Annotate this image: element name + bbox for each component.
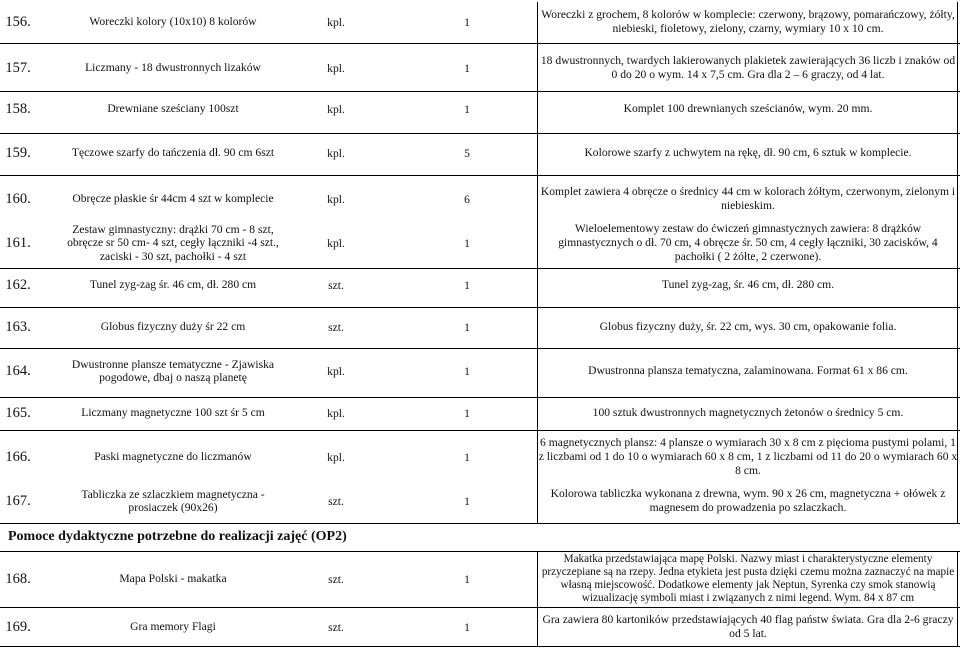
item-number: 164. bbox=[5, 362, 31, 379]
item-quantity: 1 bbox=[464, 278, 470, 292]
item-name: Globus fizyczny duży śr 22 cm bbox=[100, 320, 246, 334]
item-description: 100 sztuk dwustronnych magnetycznych żetonów o średnicy 5 cm. bbox=[592, 406, 904, 419]
row-divider bbox=[0, 607, 960, 608]
item-description: Komplet zawiera 4 obręcze o średnicy 44 cm w kolorach żółtym, czerwonym, zielonym i niebieskim. bbox=[540, 185, 956, 212]
table-row bbox=[0, 552, 960, 606]
table-row bbox=[0, 352, 960, 390]
item-number: 157. bbox=[5, 59, 31, 76]
column-divider bbox=[957, 551, 958, 646]
item-number: 162. bbox=[5, 276, 31, 293]
table-row bbox=[0, 434, 960, 480]
row-divider bbox=[0, 43, 960, 44]
item-description: Tunel zyg-zag, śr. 46 cm, dł. 280 cm. bbox=[661, 278, 835, 291]
item-unit: szt. bbox=[328, 320, 344, 334]
table-row bbox=[0, 609, 960, 645]
item-name: Tunel zyg-zag śr. 46 cm, dł. 280 cm bbox=[89, 278, 257, 292]
item-description: 18 dwustronnych, twardych lakierowanych plakietek zawierających 36 liczb i znaków od 0 do 20 o wym. 14 x 7,5 cm. Gra dla 2 – 6 graczy, od 4 lat. bbox=[540, 54, 956, 81]
item-description: Kolorowe szarfy z uchwytem na rękę, dł. 90 cm, 6 sztuk w komplecie. bbox=[584, 146, 912, 159]
item-description: Komplet 100 drewnianych sześcianów, wym. 20 mm. bbox=[623, 102, 873, 115]
item-number: 158. bbox=[5, 100, 31, 117]
item-name: Obręcze płaskie śr 44cm 4 szt w komplecie bbox=[72, 192, 274, 206]
row-divider bbox=[0, 348, 960, 349]
item-quantity: 1 bbox=[464, 15, 470, 29]
item-quantity: 1 bbox=[464, 572, 470, 586]
item-description: Dwustronna plansza tematyczna, zalaminowana. Format 61 x 86 cm. bbox=[588, 364, 908, 377]
item-unit: szt. bbox=[328, 620, 344, 634]
item-quantity: 1 bbox=[464, 406, 470, 420]
item-quantity: 1 bbox=[464, 102, 470, 116]
table-row bbox=[0, 180, 960, 218]
item-unit: kpl. bbox=[327, 450, 345, 464]
row-divider bbox=[0, 268, 960, 269]
table-row bbox=[0, 48, 960, 88]
item-unit: kpl. bbox=[327, 192, 345, 206]
section-heading: Pomoce dydaktyczne potrzebne do realizacji zajęć (OP2) bbox=[8, 529, 347, 544]
column-divider bbox=[957, 2, 958, 523]
item-quantity: 1 bbox=[464, 494, 470, 508]
item-name: Liczmany - 18 dwustronnych lizaków bbox=[85, 61, 261, 75]
table-row bbox=[0, 2, 960, 42]
item-quantity: 1 bbox=[464, 620, 470, 634]
item-name: Gra memory Flagi bbox=[130, 620, 216, 634]
item-quantity: 1 bbox=[464, 364, 470, 378]
item-unit: kpl. bbox=[327, 15, 345, 29]
item-number: 161. bbox=[5, 234, 31, 251]
item-description: Gra zawiera 80 kartoników przedstawiających 40 flag państw świata. Gra dla 2-6 graczy od 5 lat. bbox=[542, 613, 954, 640]
column-divider bbox=[537, 551, 538, 646]
row-divider bbox=[0, 397, 960, 398]
item-description: Makatka przedstawiająca mapę Polski. Nazwy miast i charakterystyczne elementy przyczepiane są na rzepy. Jedna etykieta jest pusta dzięki czemu można zaznaczyć na mapie własną miejscowość. Dodatkowe elementy jak Neptun, Syrenka czy smok stanowią wizualizację symboli miast i związanych z nimi legend. Wym. 84 x 87 cm bbox=[541, 552, 955, 605]
table-row bbox=[0, 313, 960, 341]
row-divider bbox=[0, 430, 960, 431]
item-description: Globus fizyczny duży, śr. 22 cm, wys. 30 cm, opakowanie folia. bbox=[599, 320, 897, 333]
item-name: Woreczki kolory (10x10) 8 kolorów bbox=[89, 15, 257, 29]
item-name: Liczmany magnetyczne 100 szt śr 5 cm bbox=[81, 406, 265, 420]
item-quantity: 1 bbox=[464, 236, 470, 250]
item-number: 169. bbox=[5, 618, 31, 635]
item-name: Zestaw gimnastyczny: drążki 70 cm - 8 szt, obręcze sr 50 cm- 4 szt, cegły łączniki -4 szt., zaciski - 30 szt, pachołki - 4 szt bbox=[67, 222, 279, 263]
item-number: 160. bbox=[5, 190, 31, 207]
row-divider bbox=[0, 133, 960, 134]
item-number: 167. bbox=[5, 492, 31, 509]
item-unit: kpl. bbox=[327, 61, 345, 75]
item-quantity: 1 bbox=[464, 61, 470, 75]
table-row bbox=[0, 400, 960, 426]
table-row bbox=[0, 137, 960, 169]
row-divider bbox=[0, 91, 960, 92]
row-divider bbox=[0, 175, 960, 176]
item-unit: szt. bbox=[328, 572, 344, 586]
item-description: 6 magnetycznych plansz: 4 plansze o wymiarach 30 x 8 cm z pięcioma pustymi polami, 1 z liczbami od 1 do 10 o wymiarach 60 x 8 cm, 1 z liczbami od 11 do 20 o wymiarach 60 x 8 cm. bbox=[538, 436, 958, 477]
item-number: 165. bbox=[5, 404, 31, 421]
row-divider bbox=[0, 307, 960, 308]
item-name: Tęczowe szarfy do tańczenia dł. 90 cm 6szt bbox=[71, 146, 275, 160]
item-unit: szt. bbox=[328, 494, 344, 508]
item-quantity: 1 bbox=[464, 320, 470, 334]
item-description: Woreczki z grochem, 8 kolorów w komplecie: czerwony, brązowy, pomarańczowy, żółty, niebieski, fioletowy, zielony, czarny, wymiary 10 x 10 cm. bbox=[541, 8, 955, 35]
item-number: 163. bbox=[5, 318, 31, 335]
item-unit: kpl. bbox=[327, 236, 345, 250]
row-divider bbox=[0, 646, 960, 647]
item-number: 156. bbox=[5, 13, 31, 30]
item-unit: kpl. bbox=[327, 364, 345, 378]
table-row bbox=[0, 481, 960, 521]
item-unit: szt. bbox=[328, 278, 344, 292]
item-name: Tabliczka ze szlaczkiem magnetyczna - prosiaczek (90x26) bbox=[81, 487, 265, 514]
column-divider bbox=[537, 2, 538, 523]
table-row bbox=[0, 218, 960, 268]
item-name: Mapa Polski - makatka bbox=[119, 572, 227, 586]
item-unit: kpl. bbox=[327, 146, 345, 160]
item-unit: kpl. bbox=[327, 102, 345, 116]
item-number: 166. bbox=[5, 448, 31, 465]
row-divider bbox=[0, 523, 960, 524]
item-name: Drewniane sześciany 100szt bbox=[107, 102, 239, 116]
item-number: 168. bbox=[5, 570, 31, 587]
table-row bbox=[0, 271, 960, 299]
item-quantity: 1 bbox=[464, 450, 470, 464]
item-name: Paski magnetyczne do liczmanów bbox=[94, 450, 252, 464]
item-number: 159. bbox=[5, 144, 31, 161]
table-row bbox=[0, 93, 960, 125]
item-quantity: 6 bbox=[464, 192, 470, 206]
item-quantity: 5 bbox=[464, 146, 470, 160]
item-unit: kpl. bbox=[327, 406, 345, 420]
item-name: Dwustronne plansze tematyczne - Zjawiska pogodowe, dbaj o naszą planetę bbox=[71, 357, 275, 384]
item-description: Wieloelementowy zestaw do ćwiczeń gimnastycznych zawiera: 8 drążków gimnastycznych o dł. 70 cm, 4 obręcze śr. 50 cm, 4 cegły łączniki, 30 zacisków, 4 pachołki ( 2 żółte, 2 czerwone). bbox=[558, 222, 938, 263]
item-description: Kolorowa tabliczka wykonana z drewna, wym. 90 x 26 cm, magnetyczna + ołówek z magnesem do prowadzenia po szlaczkach. bbox=[550, 487, 946, 514]
